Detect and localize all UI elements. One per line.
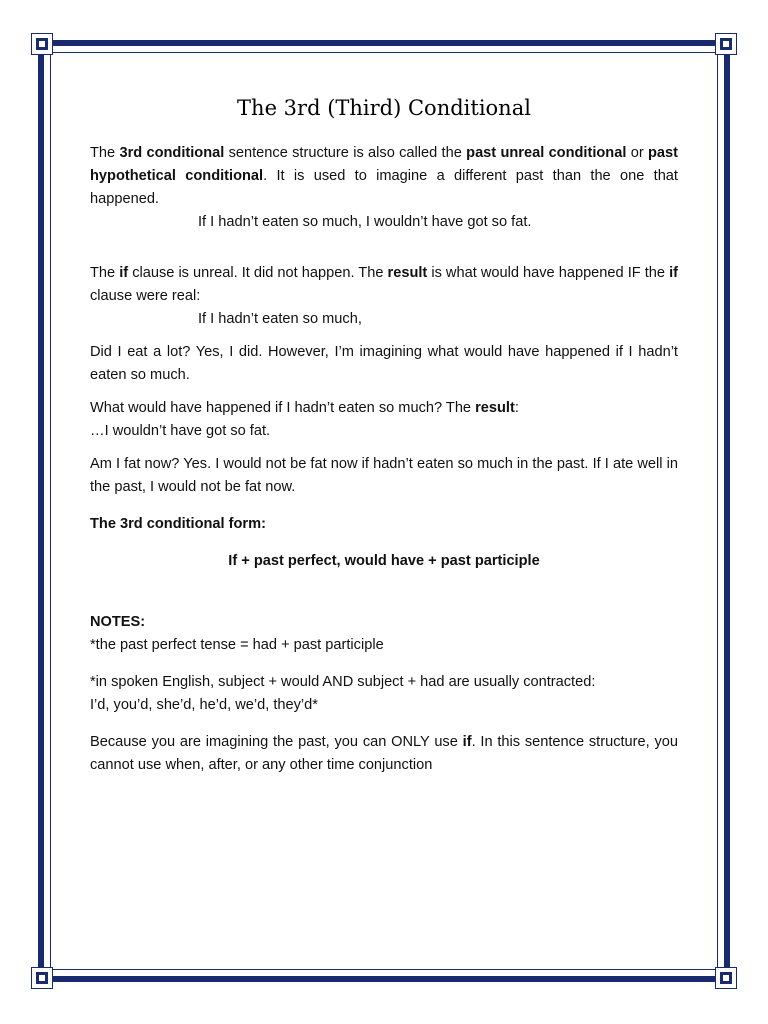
final-text: Because you are imagining the past, you can ONLY use [90, 734, 463, 750]
corner-ornament-top-right [715, 33, 737, 55]
corner-ornament-bottom-left [31, 967, 53, 989]
note-2-line-1: *in spoken English, subject + would AND subject + had are usually contracted: [90, 674, 596, 690]
intro-bold-term: past hypothetical conditional [90, 145, 679, 184]
intro-text: The [90, 145, 120, 161]
final-text: . In this sentence structure, you cannot use when, after, or any other time conjunction [90, 734, 679, 773]
if-clause-text: clause were real: [90, 288, 201, 304]
intro-paragraph [90, 142, 678, 211]
final-paragraph [90, 731, 678, 777]
form-formula [90, 550, 678, 573]
page-title [90, 94, 678, 122]
result-bold-term: result [475, 400, 515, 416]
notes-heading [90, 611, 678, 634]
corner-ornament-bottom-right [715, 967, 737, 989]
ate-paragraph: Did I eat a lot? Yes, I did. However, I’m imagining what would have happened if I hadn’t eaten so much. [90, 344, 678, 383]
result-answer: …I wouldn’t have got so fat. [90, 423, 271, 439]
intro-bold-term: 3rd conditional [119, 145, 225, 161]
notes-heading-text: NOTES: [90, 614, 146, 630]
if-clause-bold-term: result [387, 265, 428, 281]
form-heading [90, 513, 678, 536]
intro-bold-term: past unreal conditional [466, 145, 627, 161]
if-clause-bold-term: if [119, 265, 129, 281]
corner-ornament-top-left [31, 33, 53, 55]
form-heading-text: The 3rd conditional form: [90, 516, 266, 532]
document-body [90, 88, 678, 777]
if-clause-text: is what would have happened IF the [427, 265, 670, 281]
form-formula-text: If + past perfect, would have + past participle [228, 553, 540, 569]
result-question [90, 397, 678, 420]
intro-text: sentence structure is also called the [224, 145, 467, 161]
if-clause-text: The [90, 265, 120, 281]
fat-paragraph: Am I fat now? Yes. I would not be fat now if hadn’t eaten so much in the past. If I ate well in the past, I would not be fat now. [90, 456, 678, 495]
page-title-text: The 3rd (Third) Conditional [237, 96, 531, 120]
result-question-text: What would have happened if I hadn’t eaten so much? The [90, 400, 476, 416]
intro-text: . It is used to imagine a different past than the one that happened. [90, 168, 678, 207]
example-sentence-1: If I hadn’t eaten so much, I wouldn’t have got so fat. [198, 214, 532, 230]
note-1: *the past perfect tense = had + past participle [90, 637, 384, 653]
final-bold-term: if [462, 734, 472, 750]
if-clause-text: clause is unreal. It did not happen. The [128, 265, 388, 281]
intro-text: or [626, 145, 648, 161]
note-2-line-2: I’d, you’d, she’d, he’d, we’d, they’d* [90, 697, 318, 713]
result-question-text: : [514, 400, 519, 416]
if-clause-bold-term: if [669, 265, 678, 281]
if-clause-paragraph [90, 262, 678, 308]
example-sentence-2: If I hadn’t eaten so much, [198, 311, 362, 327]
